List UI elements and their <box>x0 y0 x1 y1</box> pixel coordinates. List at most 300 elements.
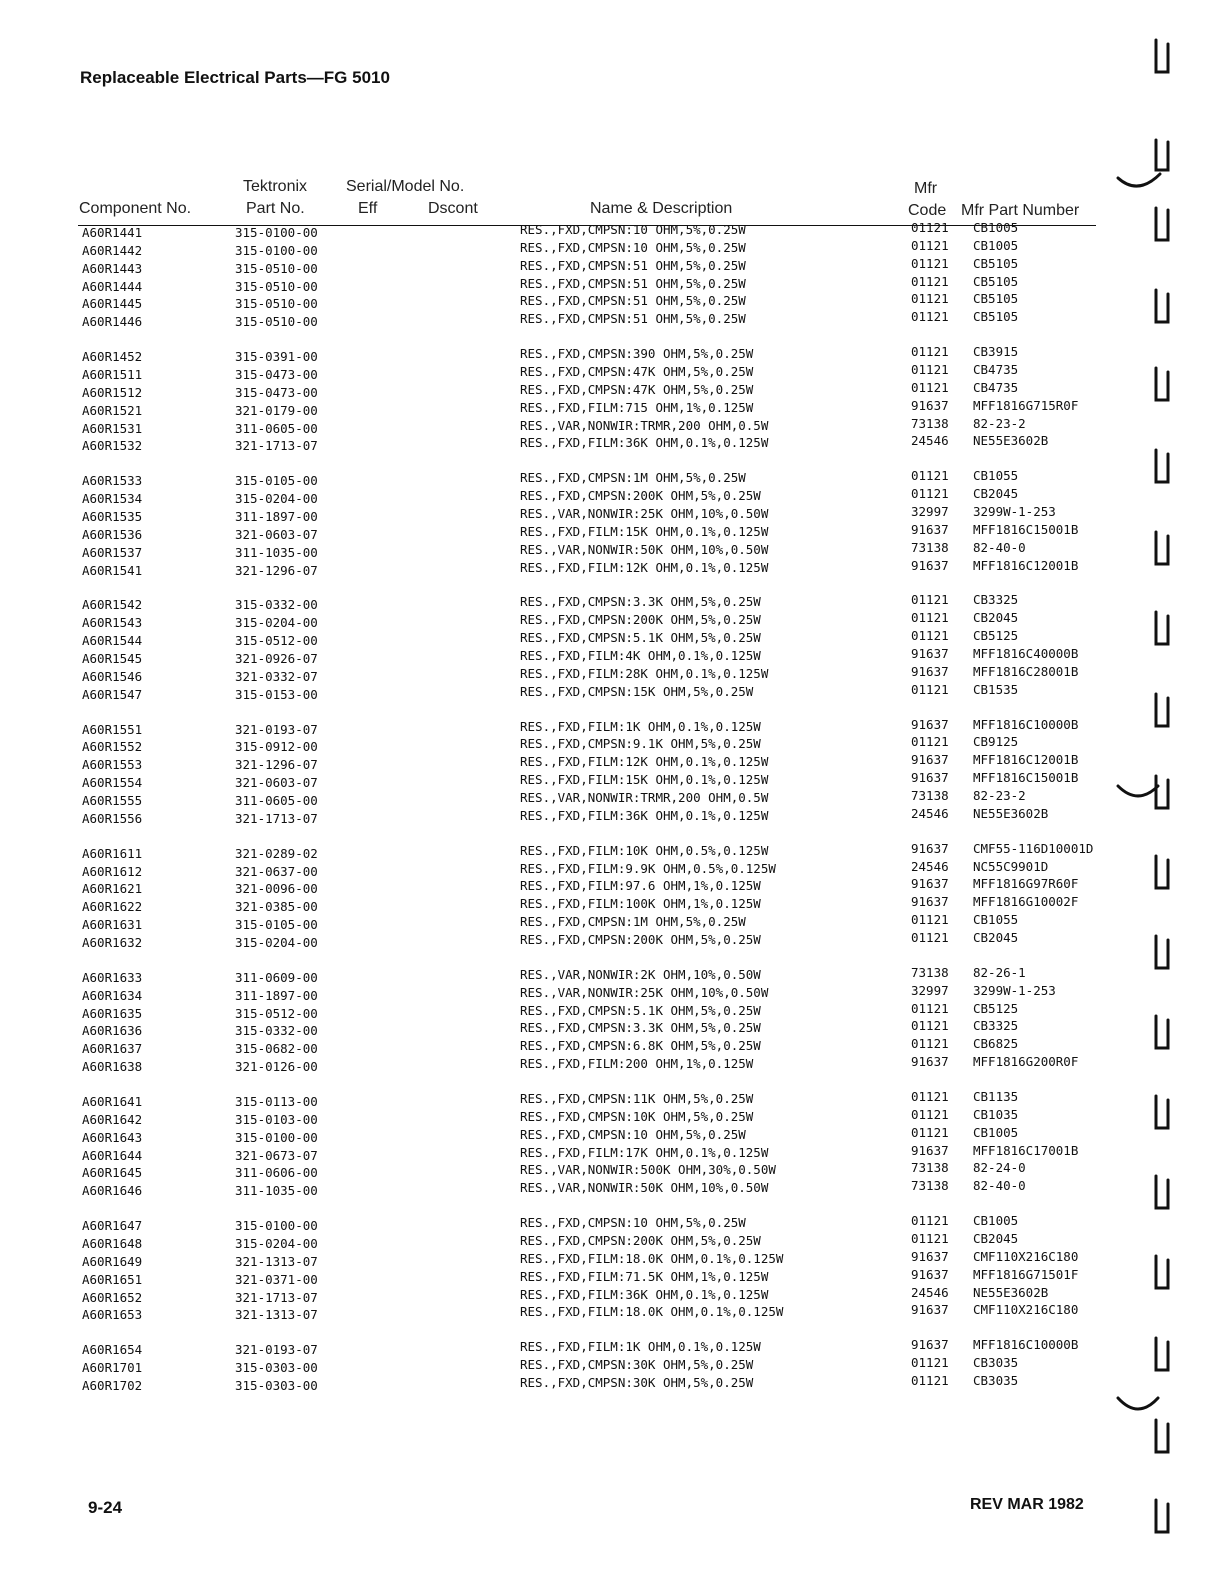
mfr-part-number: CB1005 <box>973 1124 1019 1140</box>
name-description: RES.,FXD,CMPSN:9.1K OHM,5%,0.25W <box>520 736 761 752</box>
col-header-code: Code <box>908 202 947 219</box>
mfr-part-number: CB3915 <box>973 344 1019 360</box>
name-description: RES.,FXD,FILM:4K OHM,0.1%,0.125W <box>520 648 761 663</box>
name-description: RES.,FXD,CMPSN:10 OHM,5%,0.25W <box>520 1215 746 1231</box>
tektronix-part-number: 321-1713-07 <box>235 810 318 826</box>
mfr-part-number: CB5105 <box>973 255 1019 271</box>
component-number: A60R1441 <box>82 225 143 240</box>
mfr-code: 01121 <box>911 1018 949 1034</box>
mfr-code: 01121 <box>911 1036 949 1052</box>
mfr-code: 91637 <box>911 840 949 856</box>
tektronix-part-number: 315-0100-00 <box>235 242 318 258</box>
tektronix-part-number: 321-0193-07 <box>235 1342 318 1358</box>
mfr-code: 01121 <box>911 237 949 253</box>
mfr-code: 01121 <box>911 1089 949 1105</box>
component-number: A60R1654 <box>82 1342 143 1358</box>
name-description: RES.,FXD,CMPSN:390 OHM,5%,0.25W <box>520 346 754 362</box>
mfr-part-number: CB1055 <box>973 468 1019 484</box>
mfr-code: 01121 <box>911 255 949 271</box>
name-description: RES.,FXD,FILM:12K OHM,0.1%,0.125W <box>520 754 769 770</box>
component-number: A60R1622 <box>82 899 143 915</box>
mfr-code: 01121 <box>911 1231 949 1247</box>
name-description: RES.,FXD,FILM:36K OHM,0.1%,0.125W <box>520 807 769 823</box>
table-row <box>0 433 1213 455</box>
tektronix-part-number: 315-0510-00 <box>235 296 318 312</box>
name-description: RES.,FXD,CMPSN:200K OHM,5%,0.25W <box>520 1233 761 1249</box>
tektronix-part-number: 315-0682-00 <box>235 1041 318 1057</box>
mfr-part-number: NE55E3602B <box>973 433 1049 449</box>
component-number: A60R1632 <box>82 935 143 950</box>
mfr-part-number: CB5125 <box>973 1000 1019 1016</box>
mfr-part-number: 82-23-2 <box>973 415 1026 431</box>
tektronix-part-number: 321-0603-07 <box>235 526 318 542</box>
mfr-code: 91637 <box>911 557 949 573</box>
tektronix-part-number: 315-0204-00 <box>235 615 318 631</box>
mfr-part-number: NE55E3602B <box>973 805 1049 821</box>
mfr-part-number: CB1005 <box>973 220 1019 235</box>
name-description: RES.,FXD,FILM:18.0K OHM,0.1%,0.125W <box>520 1304 784 1320</box>
component-number: A60R1621 <box>82 881 143 897</box>
mfr-code: 24546 <box>911 858 949 874</box>
mfr-part-number: 82-40-0 <box>973 539 1026 555</box>
mfr-part-number: MFF1816C15001B <box>973 521 1079 537</box>
tektronix-part-number: 315-0113-00 <box>235 1094 318 1110</box>
component-number: A60R1442 <box>82 242 143 258</box>
name-description: RES.,FXD,CMPSN:51 OHM,5%,0.25W <box>520 275 746 291</box>
name-description: RES.,FXD,CMPSN:1M OHM,5%,0.25W <box>520 914 746 930</box>
tektronix-part-number: 321-1713-07 <box>235 1289 318 1305</box>
mfr-code: 01121 <box>911 220 949 235</box>
component-number: A60R1546 <box>82 668 143 684</box>
component-number: A60R1511 <box>82 367 143 382</box>
mfr-part-number: CB3035 <box>973 1373 1019 1389</box>
mfr-code: 01121 <box>911 592 949 608</box>
tektronix-part-number: 321-1296-07 <box>235 562 318 578</box>
component-number: A60R1652 <box>82 1289 143 1305</box>
mfr-code: 73138 <box>911 788 949 803</box>
name-description: RES.,FXD,FILM:200 OHM,1%,0.125W <box>520 1056 754 1072</box>
name-description: RES.,FXD,FILM:17K OHM,0.1%,0.125W <box>520 1144 769 1160</box>
mfr-part-number: 82-26-1 <box>973 964 1026 980</box>
tektronix-part-number: 315-0100-00 <box>235 225 318 240</box>
tektronix-part-number: 321-0371-00 <box>235 1271 318 1287</box>
tektronix-part-number: 321-1296-07 <box>235 757 318 773</box>
name-description: RES.,FXD,FILM:1K OHM,0.1%,0.125W <box>520 1339 761 1355</box>
tektronix-part-number: 321-0673-07 <box>235 1147 318 1163</box>
name-description: RES.,FXD,CMPSN:6.8K OHM,5%,0.25W <box>520 1038 761 1054</box>
name-description: RES.,FXD,FILM:12K OHM,0.1%,0.125W <box>520 559 769 575</box>
parts-table <box>0 220 1213 1395</box>
mfr-code: 91637 <box>911 1302 949 1318</box>
name-description: RES.,FXD,FILM:10K OHM,0.5%,0.125W <box>520 842 769 858</box>
mfr-code: 32997 <box>911 504 949 519</box>
tektronix-part-number: 315-0303-00 <box>235 1360 318 1376</box>
name-description: RES.,FXD,CMPSN:15K OHM,5%,0.25W <box>520 683 754 699</box>
mfr-code: 73138 <box>911 539 949 555</box>
mfr-part-number: MFF1816G71501F <box>973 1266 1079 1282</box>
name-description: RES.,FXD,FILM:15K OHM,0.1%,0.125W <box>520 523 769 539</box>
mfr-code: 91637 <box>911 646 949 661</box>
mfr-code: 73138 <box>911 964 949 980</box>
name-description: RES.,FXD,FILM:18.0K OHM,0.1%,0.125W <box>520 1250 784 1266</box>
name-description: RES.,FXD,CMPSN:1M OHM,5%,0.25W <box>520 470 746 486</box>
mfr-part-number: CB1005 <box>973 1213 1019 1229</box>
name-description: RES.,FXD,FILM:9.9K OHM,0.5%,0.125W <box>520 860 776 876</box>
name-description: RES.,FXD,CMPSN:3.3K OHM,5%,0.25W <box>520 1020 761 1036</box>
mfr-code: 91637 <box>911 876 949 892</box>
mfr-part-number: MFF1816G97R60F <box>973 876 1079 892</box>
tektronix-part-number: 315-0912-00 <box>235 739 318 755</box>
tektronix-part-number: 311-0609-00 <box>235 969 318 985</box>
mfr-code: 91637 <box>911 1248 949 1264</box>
name-description: RES.,FXD,CMPSN:47K OHM,5%,0.25W <box>520 381 754 397</box>
mfr-part-number: CB3325 <box>973 1018 1019 1034</box>
mfr-part-number: MFF1816C10000B <box>973 1337 1079 1353</box>
mfr-part-number: CB2045 <box>973 486 1019 502</box>
tektronix-part-number: 321-0603-07 <box>235 775 318 791</box>
component-number: A60R1636 <box>82 1023 143 1039</box>
name-description: RES.,FXD,CMPSN:5.1K OHM,5%,0.25W <box>520 630 761 646</box>
name-description: RES.,FXD,FILM:100K OHM,1%,0.125W <box>520 896 761 912</box>
name-description: RES.,FXD,CMPSN:10K OHM,5%,0.25W <box>520 1108 754 1124</box>
tektronix-part-number: 321-1713-07 <box>235 438 318 454</box>
mfr-part-number: MFF1816G200R0F <box>973 1054 1079 1070</box>
mfr-code: 91637 <box>911 397 949 413</box>
name-description: RES.,FXD,CMPSN:51 OHM,5%,0.25W <box>520 293 746 309</box>
component-number: A60R1633 <box>82 969 143 985</box>
component-number: A60R1452 <box>82 349 143 365</box>
mfr-code: 01121 <box>911 610 949 626</box>
mfr-part-number: MFF1816G10002F <box>973 894 1079 910</box>
tektronix-part-number: 315-0103-00 <box>235 1111 318 1127</box>
name-description: RES.,FXD,CMPSN:30K OHM,5%,0.25W <box>520 1357 754 1373</box>
col-header-serial: Serial/Model No. <box>346 178 465 195</box>
tektronix-part-number: 315-0510-00 <box>235 260 318 276</box>
component-number: A60R1646 <box>82 1183 143 1199</box>
mfr-code: 01121 <box>911 379 949 395</box>
tektronix-part-number: 315-0100-00 <box>235 1129 318 1145</box>
mfr-code: 01121 <box>911 681 949 697</box>
table-row <box>0 557 1213 580</box>
tektronix-part-number: 311-0605-00 <box>235 793 318 808</box>
component-number: A60R1554 <box>82 775 143 791</box>
component-number: A60R1645 <box>82 1165 143 1181</box>
mfr-part-number: CB1535 <box>973 681 1019 697</box>
name-description: RES.,VAR,NONWIR:50K OHM,10%,0.50W <box>520 541 769 557</box>
tektronix-part-number: 315-0105-00 <box>235 917 318 933</box>
mfr-part-number: MFF1816C28001B <box>973 663 1079 679</box>
mfr-code: 01121 <box>911 273 949 289</box>
tektronix-part-number: 321-0332-07 <box>235 668 318 684</box>
name-description: RES.,FXD,CMPSN:10 OHM,5%,0.25W <box>520 239 746 255</box>
mfr-part-number: CB5105 <box>973 291 1019 307</box>
mfr-code: 01121 <box>911 1106 949 1122</box>
table-row <box>0 805 1213 828</box>
mfr-code: 91637 <box>911 1054 949 1070</box>
tektronix-part-number: 321-0926-07 <box>235 651 318 666</box>
mfr-part-number: MFF1816C15001B <box>973 770 1079 786</box>
tektronix-part-number: 321-0637-00 <box>235 863 318 879</box>
component-number: A60R1611 <box>82 845 143 861</box>
col-header-eff: Eff <box>358 200 378 217</box>
tektronix-part-number: 321-0289-02 <box>235 845 318 861</box>
mfr-part-number: CB1055 <box>973 912 1019 928</box>
mfr-part-number: CB4735 <box>973 362 1019 377</box>
mfr-part-number: MFF1816C12001B <box>973 557 1079 573</box>
component-number: A60R1648 <box>82 1236 143 1252</box>
table-row <box>0 681 1213 704</box>
mfr-part-number: CMF110X216C180 <box>973 1302 1079 1318</box>
mfr-part-number: NE55E3602B <box>973 1284 1049 1300</box>
component-number: A60R1545 <box>82 651 143 666</box>
component-number: A60R1445 <box>82 296 143 312</box>
component-number: A60R1634 <box>82 987 143 1003</box>
tektronix-part-number: 315-0153-00 <box>235 686 318 702</box>
tektronix-part-number: 315-0391-00 <box>235 349 318 365</box>
component-number: A60R1653 <box>82 1307 143 1323</box>
mfr-code: 01121 <box>911 628 949 644</box>
mfr-part-number: CB5105 <box>973 273 1019 289</box>
mfr-code: 01121 <box>911 291 949 307</box>
tektronix-part-number: 311-1897-00 <box>235 987 318 1003</box>
mfr-part-number: MFF1816C10000B <box>973 716 1079 732</box>
name-description: RES.,VAR,NONWIR:50K OHM,10%,0.50W <box>520 1180 769 1196</box>
component-number: A60R1612 <box>82 863 143 879</box>
tektronix-part-number: 315-0204-00 <box>235 1236 318 1252</box>
component-number: A60R1531 <box>82 420 143 436</box>
mfr-part-number: 82-40-0 <box>973 1178 1026 1194</box>
name-description: RES.,FXD,CMPSN:30K OHM,5%,0.25W <box>520 1375 754 1391</box>
component-number: A60R1553 <box>82 757 143 773</box>
component-number: A60R1638 <box>82 1059 143 1075</box>
table-row <box>0 1373 1213 1395</box>
component-number: A60R1637 <box>82 1041 143 1057</box>
name-description: RES.,FXD,CMPSN:200K OHM,5%,0.25W <box>520 932 761 947</box>
mfr-code: 01121 <box>911 344 949 360</box>
tektronix-part-number: 315-0510-00 <box>235 314 318 330</box>
mfr-code: 73138 <box>911 1178 949 1194</box>
mfr-part-number: CB1135 <box>973 1089 1019 1105</box>
tektronix-part-number: 311-1035-00 <box>235 1183 318 1199</box>
mfr-code: 91637 <box>911 752 949 768</box>
tektronix-part-number: 311-1897-00 <box>235 509 318 524</box>
mfr-code: 01121 <box>911 1355 949 1371</box>
mfr-code: 24546 <box>911 1284 949 1300</box>
tektronix-part-number: 321-0096-00 <box>235 881 318 897</box>
component-number: A60R1642 <box>82 1111 143 1127</box>
tektronix-part-number: 315-0332-00 <box>235 597 318 613</box>
mfr-code: 73138 <box>911 415 949 431</box>
name-description: RES.,FXD,FILM:1K OHM,0.1%,0.125W <box>520 718 761 734</box>
tektronix-part-number: 321-0193-07 <box>235 721 318 737</box>
tektronix-part-number: 315-0303-00 <box>235 1378 318 1394</box>
tektronix-part-number: 315-0473-00 <box>235 384 318 400</box>
component-number: A60R1532 <box>82 438 143 454</box>
mfr-part-number: CB5105 <box>973 309 1019 325</box>
col-header-component: Component No. <box>79 200 192 217</box>
component-number: A60R1649 <box>82 1253 143 1269</box>
tektronix-part-number: 321-1313-07 <box>235 1307 318 1323</box>
mfr-part-number: 3299W-1-253 <box>973 982 1056 998</box>
name-description: RES.,VAR,NONWIR:25K OHM,10%,0.50W <box>520 506 769 521</box>
mfr-part-number: CB2045 <box>973 1231 1019 1247</box>
name-description: RES.,FXD,CMPSN:200K OHM,5%,0.25W <box>520 488 761 504</box>
mfr-code: 91637 <box>911 1142 949 1158</box>
tektronix-part-number: 311-0606-00 <box>235 1165 318 1181</box>
tektronix-part-number: 315-0512-00 <box>235 1005 318 1021</box>
component-number: A60R1534 <box>82 491 143 507</box>
mfr-code: 91637 <box>911 770 949 786</box>
revision-date: REV MAR 1982 <box>970 1496 1084 1513</box>
name-description: RES.,VAR,NONWIR:500K OHM,30%,0.50W <box>520 1162 776 1178</box>
tektronix-part-number: 315-0473-00 <box>235 367 318 382</box>
mfr-code: 01121 <box>911 309 949 325</box>
page-title: Replaceable Electrical Parts—FG 5010 <box>80 68 390 87</box>
component-number: A60R1647 <box>82 1218 143 1234</box>
mfr-part-number: CB6825 <box>973 1036 1019 1052</box>
name-description: RES.,FXD,FILM:36K OHM,0.1%,0.125W <box>520 1286 769 1302</box>
mfr-code: 01121 <box>911 912 949 928</box>
name-description: RES.,FXD,FILM:15K OHM,0.1%,0.125W <box>520 772 769 788</box>
component-number: A60R1536 <box>82 526 143 542</box>
component-number: A60R1521 <box>82 402 143 418</box>
mfr-code: 24546 <box>911 433 949 449</box>
component-number: A60R1443 <box>82 260 143 276</box>
component-number: A60R1544 <box>82 633 143 649</box>
name-description: RES.,FXD,CMPSN:51 OHM,5%,0.25W <box>520 257 746 273</box>
component-number: A60R1512 <box>82 384 143 400</box>
mfr-code: 91637 <box>911 1266 949 1282</box>
mfr-code: 24546 <box>911 805 949 821</box>
name-description: RES.,VAR,NONWIR:25K OHM,10%,0.50W <box>520 984 769 1000</box>
mfr-part-number: MFF1816C17001B <box>973 1142 1079 1158</box>
mfr-code: 01121 <box>911 1000 949 1016</box>
component-number: A60R1635 <box>82 1005 143 1021</box>
mfr-part-number: CMF110X216C180 <box>973 1248 1079 1264</box>
mfr-part-number: CB3035 <box>973 1355 1019 1371</box>
name-description: RES.,FXD,CMPSN:11K OHM,5%,0.25W <box>520 1091 754 1107</box>
mfr-code: 01121 <box>911 734 949 750</box>
tektronix-part-number: 321-0126-00 <box>235 1059 318 1075</box>
component-number: A60R1551 <box>82 721 143 737</box>
mfr-part-number: CMF55-116D10001D <box>973 840 1094 856</box>
component-number: A60R1444 <box>82 278 143 294</box>
mfr-code: 91637 <box>911 521 949 537</box>
tektronix-part-number: 315-0204-00 <box>235 935 318 950</box>
name-description: RES.,FXD,FILM:715 OHM,1%,0.125W <box>520 399 754 415</box>
mfr-code: 32997 <box>911 982 949 998</box>
tektronix-part-number: 321-0179-00 <box>235 402 318 418</box>
component-number: A60R1556 <box>82 810 143 826</box>
name-description: RES.,FXD,FILM:36K OHM,0.1%,0.125W <box>520 435 769 451</box>
name-description: RES.,FXD,FILM:97.6 OHM,1%,0.125W <box>520 878 761 894</box>
table-row <box>0 309 1213 331</box>
mfr-code: 91637 <box>911 663 949 679</box>
mfr-part-number: MFF1816C40000B <box>973 646 1079 661</box>
component-number: A60R1542 <box>82 597 143 613</box>
mfr-code: 91637 <box>911 716 949 732</box>
table-row <box>0 1302 1213 1324</box>
mfr-part-number: CB1035 <box>973 1106 1019 1122</box>
name-description: RES.,FXD,FILM:71.5K OHM,1%,0.125W <box>520 1268 769 1284</box>
component-number: A60R1535 <box>82 509 143 524</box>
name-description: RES.,FXD,FILM:28K OHM,0.1%,0.125W <box>520 665 769 681</box>
mfr-code: 01121 <box>911 362 949 377</box>
mfr-code: 01121 <box>911 1124 949 1140</box>
mfr-part-number: CB1005 <box>973 237 1019 253</box>
component-number: A60R1641 <box>82 1094 143 1110</box>
mfr-code: 73138 <box>911 1160 949 1176</box>
name-description: RES.,FXD,CMPSN:200K OHM,5%,0.25W <box>520 612 761 628</box>
component-number: A60R1643 <box>82 1129 143 1145</box>
col-header-mfr-part: Mfr Part Number <box>961 202 1080 219</box>
col-header-part-no: Part No. <box>246 200 305 217</box>
tektronix-part-number: 311-0605-00 <box>235 420 318 436</box>
tektronix-part-number: 315-0105-00 <box>235 473 318 489</box>
tektronix-part-number: 321-0385-00 <box>235 899 318 915</box>
tektronix-part-number: 315-0204-00 <box>235 491 318 507</box>
col-header-name: Name & Description <box>590 200 733 217</box>
name-description: RES.,VAR,NONWIR:2K OHM,10%,0.50W <box>520 966 761 982</box>
mfr-part-number: 3299W-1-253 <box>973 504 1056 519</box>
name-description: RES.,FXD,CMPSN:3.3K OHM,5%,0.25W <box>520 594 761 610</box>
mfr-part-number: CB4735 <box>973 379 1019 395</box>
name-description: RES.,VAR,NONWIR:TRMR,200 OHM,0.5W <box>520 417 769 433</box>
name-description: RES.,FXD,CMPSN:10 OHM,5%,0.25W <box>520 1126 746 1142</box>
name-description: RES.,FXD,CMPSN:51 OHM,5%,0.25W <box>520 311 746 327</box>
col-header-tek-top: Tektronix <box>243 178 308 195</box>
component-number: A60R1547 <box>82 686 143 702</box>
component-number: A60R1541 <box>82 562 143 578</box>
tektronix-part-number: 315-0332-00 <box>235 1023 318 1039</box>
mfr-part-number: 82-24-0 <box>973 1160 1026 1176</box>
mfr-code: 01121 <box>911 486 949 502</box>
mfr-part-number: 82-23-2 <box>973 788 1026 803</box>
table-row <box>0 930 1213 952</box>
mfr-part-number: CB2045 <box>973 930 1019 945</box>
component-number: A60R1446 <box>82 314 143 330</box>
name-description: RES.,FXD,CMPSN:47K OHM,5%,0.25W <box>520 364 754 379</box>
mfr-code: 01121 <box>911 1213 949 1229</box>
tektronix-part-number: 321-1313-07 <box>235 1253 318 1269</box>
component-number: A60R1543 <box>82 615 143 631</box>
component-number: A60R1552 <box>82 739 143 755</box>
mfr-part-number: CB9125 <box>973 734 1019 750</box>
component-number: A60R1631 <box>82 917 143 933</box>
component-number: A60R1555 <box>82 793 143 808</box>
mfr-part-number: CB2045 <box>973 610 1019 626</box>
name-description: RES.,VAR,NONWIR:TRMR,200 OHM,0.5W <box>520 790 769 805</box>
col-header-dscont: Dscont <box>428 200 478 217</box>
mfr-part-number: MFF1816G715R0F <box>973 397 1079 413</box>
mfr-part-number: MFF1816C12001B <box>973 752 1079 768</box>
mfr-part-number: NC55C9901D <box>973 858 1049 874</box>
mfr-code: 01121 <box>911 930 949 945</box>
mfr-part-number: CB5125 <box>973 628 1019 644</box>
tektronix-part-number: 315-0510-00 <box>235 278 318 294</box>
component-number: A60R1701 <box>82 1360 143 1376</box>
component-number: A60R1644 <box>82 1147 143 1163</box>
mfr-code: 01121 <box>911 1373 949 1389</box>
name-description: RES.,FXD,CMPSN:5.1K OHM,5%,0.25W <box>520 1002 761 1018</box>
binding-marks <box>1100 0 1213 1574</box>
table-row <box>0 1178 1213 1200</box>
mfr-part-number: CB3325 <box>973 592 1019 608</box>
component-number: A60R1537 <box>82 544 143 560</box>
tektronix-part-number: 315-0512-00 <box>235 633 318 649</box>
tektronix-part-number: 315-0100-00 <box>235 1218 318 1234</box>
mfr-code: 01121 <box>911 468 949 484</box>
